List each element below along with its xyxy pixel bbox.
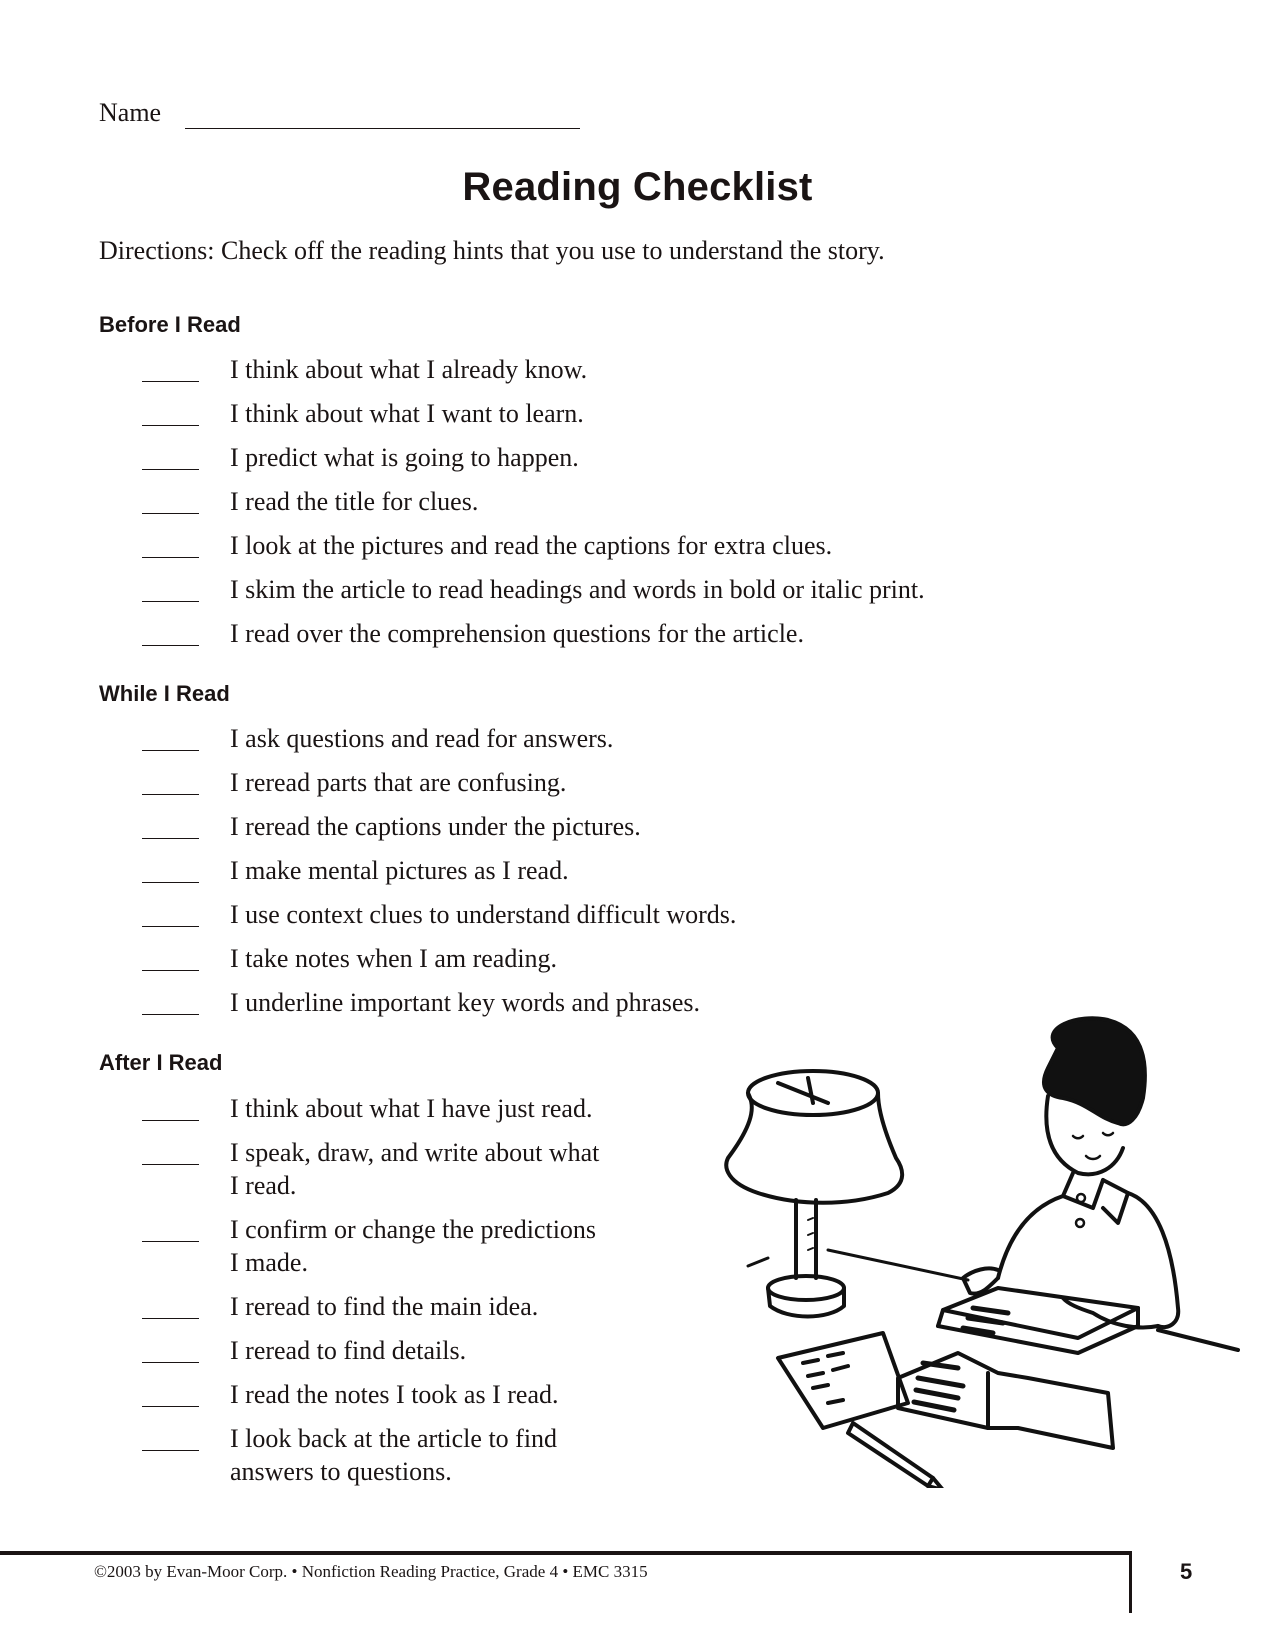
name-input-line[interactable]	[185, 128, 580, 129]
item-text: I look at the pictures and read the captions for extra clues.	[230, 531, 833, 560]
footer-rule	[0, 1551, 1131, 1555]
item-text: I read the title for clues.	[230, 487, 479, 516]
item-text: I read over the comprehension questions for the article.	[230, 619, 804, 648]
item-text: I reread to find details.	[230, 1336, 467, 1365]
check-blank[interactable]	[142, 970, 199, 971]
check-blank[interactable]	[142, 750, 199, 751]
section-heading-after: After I Read	[99, 1050, 223, 1075]
check-blank[interactable]	[142, 1362, 199, 1363]
item-text: I skim the article to read headings and words in bold or italic print.	[230, 575, 925, 604]
page-title: Reading Checklist	[462, 165, 813, 209]
item-text: I think about what I already know.	[230, 355, 588, 384]
check-blank[interactable]	[142, 1318, 199, 1319]
item-text: I read the notes I took as I read.	[230, 1380, 559, 1409]
notebook-icon	[898, 1353, 1113, 1448]
item-text: I underline important key words and phrases.	[230, 988, 701, 1017]
footer-vertical-rule	[1129, 1551, 1132, 1613]
check-blank[interactable]	[142, 381, 199, 382]
check-blank[interactable]	[142, 882, 199, 883]
check-blank[interactable]	[142, 1014, 199, 1015]
lamp-icon	[726, 1071, 902, 1317]
item-text-continued: I made.	[230, 1248, 308, 1277]
item-text: I reread the captions under the pictures.	[230, 812, 641, 841]
item-text: I think about what I have just read.	[230, 1094, 593, 1123]
girl-icon	[963, 1018, 1178, 1327]
check-blank[interactable]	[142, 557, 199, 558]
pencil-icon	[848, 1423, 943, 1488]
item-text-continued: I read.	[230, 1171, 297, 1200]
check-blank[interactable]	[142, 1450, 199, 1451]
section-heading-before: Before I Read	[99, 312, 241, 337]
check-blank[interactable]	[142, 926, 199, 927]
check-blank[interactable]	[142, 645, 199, 646]
item-text: I take notes when I am reading.	[230, 944, 558, 973]
section-heading-while: While I Read	[99, 681, 230, 706]
check-blank[interactable]	[142, 1120, 199, 1121]
item-text: I look back at the article to find	[230, 1424, 558, 1453]
footer-copyright: ©2003 by Evan-Moor Corp. • Nonfiction Reading Practice, Grade 4 • EMC 3315	[94, 1562, 648, 1581]
paper-icon	[778, 1333, 908, 1428]
check-blank[interactable]	[142, 1406, 199, 1407]
item-text: I make mental pictures as I read.	[230, 856, 569, 885]
check-blank[interactable]	[142, 1164, 199, 1165]
check-blank[interactable]	[142, 794, 199, 795]
girl-reading-illustration	[718, 1008, 1258, 1488]
item-text: I use context clues to understand difficult words.	[230, 900, 737, 929]
check-blank[interactable]	[142, 1241, 199, 1242]
item-text: I reread parts that are confusing.	[230, 768, 567, 797]
check-blank[interactable]	[142, 469, 199, 470]
item-text-continued: answers to questions.	[230, 1457, 452, 1486]
item-text: I reread to find the main idea.	[230, 1292, 539, 1321]
directions-text: Directions: Check off the reading hints that you use to understand the story.	[99, 236, 885, 265]
check-blank[interactable]	[142, 513, 199, 514]
name-label: Name	[99, 98, 162, 127]
item-text: I confirm or change the predictions	[230, 1215, 597, 1244]
item-text: I predict what is going to happen.	[230, 443, 579, 472]
check-blank[interactable]	[142, 601, 199, 602]
item-text: I think about what I want to learn.	[230, 399, 584, 428]
item-text: I ask questions and read for answers.	[230, 724, 614, 753]
page-number: 5	[1180, 1559, 1193, 1584]
item-text: I speak, draw, and write about what	[230, 1138, 600, 1167]
check-blank[interactable]	[142, 425, 199, 426]
check-blank[interactable]	[142, 838, 199, 839]
